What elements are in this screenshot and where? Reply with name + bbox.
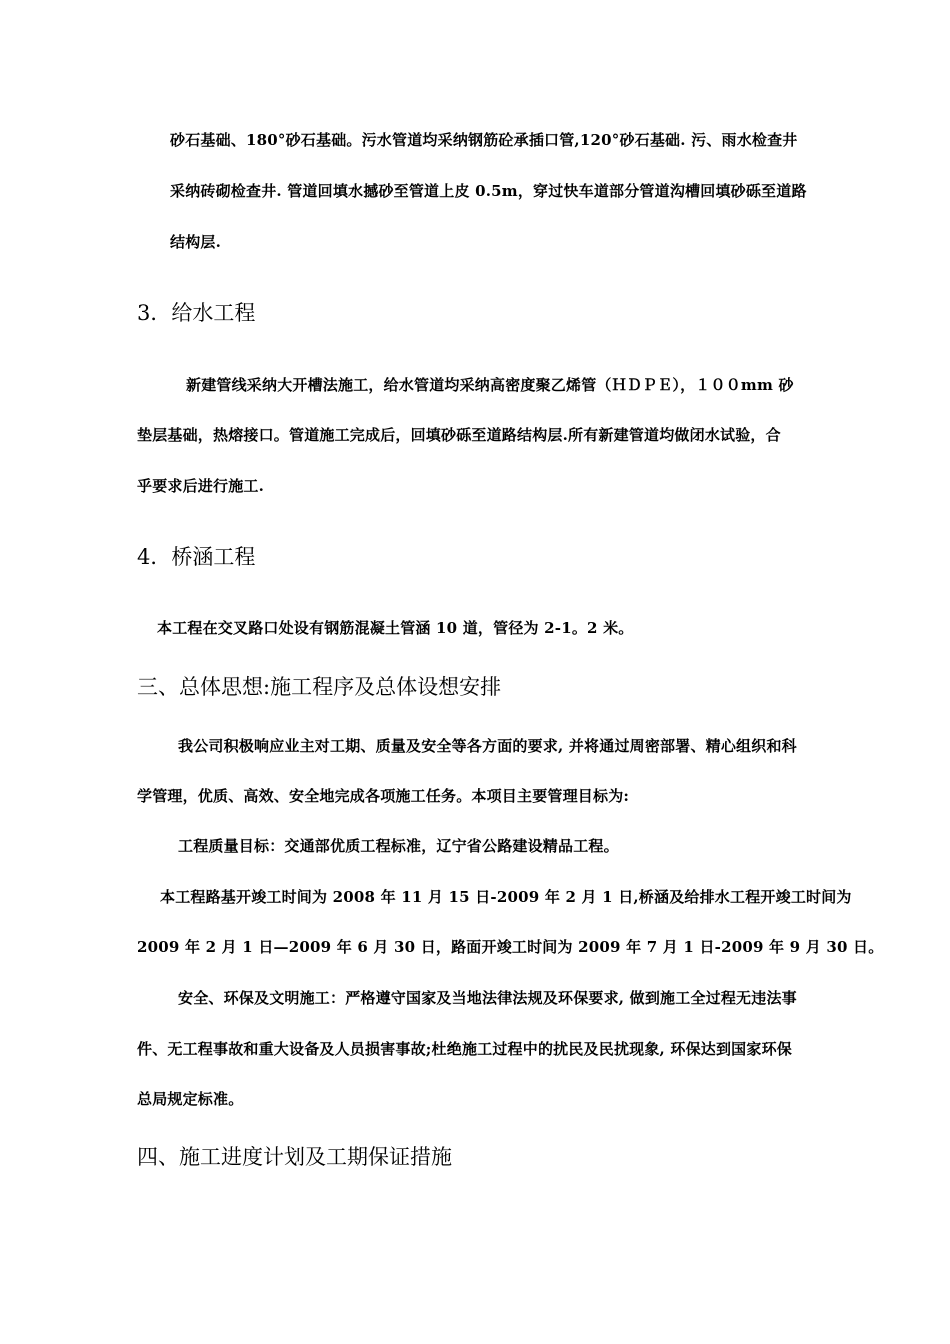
drain-paragraph-line-2: 采纳砖砌检查井. 管道回填水撼砂至管道上皮 0.5m，穿过快车道部分管道沟槽回填砂砾至道路 (170, 182, 807, 200)
part-3-heading: 三、总体思想:施工程序及总体设想安排 (137, 675, 502, 699)
quality-goal: 工程质量目标：交通部优质工程标准，辽宁省公路建设精品工程。 (178, 837, 619, 855)
part-3-paragraph-line-2: 学管理，优质、高效、安全地完成各项施工任务。本项目主要管理目标为: (137, 787, 630, 805)
section-4-heading: 4．桥涵工程 (137, 545, 256, 569)
safety-line-3: 总局规定标准。 (137, 1090, 244, 1108)
section-3-line-1: 新建管线采纳大开槽法施工，给水管道均采纳高密度聚乙烯管（ＨＤＰＥ），１００mm 砂 (186, 376, 794, 394)
drain-paragraph-line-1: 砂石基础、180°砂石基础。污水管道均采纳钢筋砼承插口管,120°砂石基础. 污、雨水检查井 (170, 131, 798, 149)
section-4-line-1: 本工程在交叉路口处设有钢筋混凝土管涵 10 道，管径为 2-1。2 米。 (157, 619, 634, 637)
part-3-paragraph-line-1: 我公司积极响应业主对工期、质量及安全等各方面的要求, 并将通过周密部署、精心组织和科 (178, 737, 797, 755)
schedule-line-1: 本工程路基开竣工时间为 2008 年 11 月 15 日-2009 年 2 月 1 日,桥涵及给排水工程开竣工时间为 (160, 888, 852, 906)
section-3-line-3: 乎要求后进行施工. (137, 477, 265, 495)
section-3-line-2: 垫层基础，热熔接口。管道施工完成后，回填砂砾至道路结构层.所有新建管道均做闭水试验，合 (137, 426, 781, 444)
part-4-heading: 四、施工进度计划及工期保证措施 (137, 1145, 452, 1169)
safety-line-1: 安全、环保及文明施工：严格遵守国家及当地法律法规及环保要求, 做到施工全过程无违法事 (178, 989, 797, 1007)
schedule-line-2: 2009 年 2 月 1 日—2009 年 6 月 30 日，路面开竣工时间为 2009 年 7 月 1 日-2009 年 9 月 30 日。 (137, 938, 884, 956)
section-3-heading: 3．给水工程 (137, 301, 256, 325)
safety-line-2: 件、无工程事故和重大设备及人员损害事故;杜绝施工过程中的扰民及民扰现象, 环保达到国家环保 (137, 1040, 792, 1058)
drain-paragraph-line-3: 结构层. (170, 233, 222, 251)
